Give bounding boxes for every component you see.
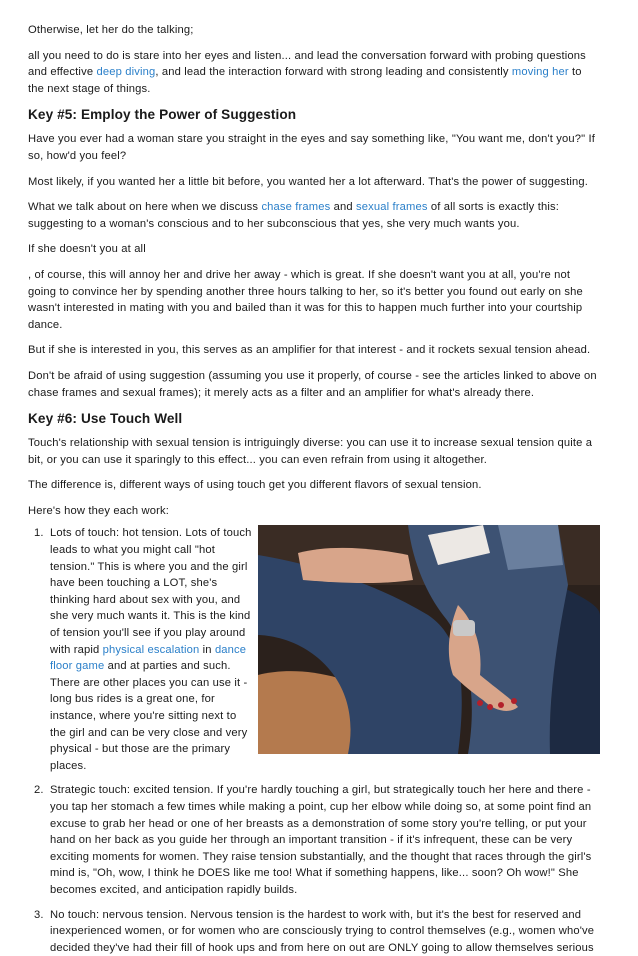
key5-paragraph-5: , of course, this will annoy her and drive her away - which is great. If she doesn't want you at all, you're not going to convince her by spending another three hours talking to her, so it's better you found out early on she wasn't interested in mating with you and bailed than it was for this to happen much further into your courtship dance. [28, 268, 583, 331]
link-chase-frames[interactable]: chase frames [261, 201, 331, 214]
list-number: 2. [34, 784, 44, 797]
text-span: No touch: nervous tension. Nervous tension is the hardest to work with, but it's the best for reserved and inexperienced women, or for women who are consciously trying to control themselves (e.g., women who've decided they've had their fill of hook ups and from here on out are ONLY going to allow themselves serious [50, 908, 595, 954]
jeans-highlight [498, 525, 563, 570]
link-deep-diving[interactable]: deep diving [96, 66, 156, 79]
list-item [28, 782, 600, 898]
text-span: all you need to do is stare into her eyes and listen... and lead the conversation forward with probing questions and effective [28, 49, 586, 79]
text-span: and [330, 201, 357, 214]
key6-paragraph-3: Here's how they each work: [28, 504, 169, 517]
couple-photo-image [258, 525, 600, 754]
nail-polish [477, 700, 483, 706]
text-span: , and lead the interaction forward with strong leading and consistently [155, 66, 512, 79]
link-moving-her[interactable]: moving her [511, 66, 569, 79]
heading-key-6: Key #6: Use Touch Well [28, 411, 183, 427]
document-page [28, 22, 600, 956]
text-span: and at parties and such. There are other places you can use it - long bus rides is a great one, for instance, where you're sitting next to the girl and can be very close and very physical - but those are the primary places. [50, 660, 248, 772]
list-with-photo [28, 525, 600, 956]
man-hand [298, 548, 413, 583]
key5-paragraph-3 [28, 199, 600, 232]
key5-paragraph-6: But if she is interested in you, this serves as an amplifier for that interest - and it rockets sexual tension ahead. [28, 344, 591, 357]
list-item [28, 525, 255, 774]
list-number: 1. [34, 527, 44, 540]
list-number: 3. [34, 908, 44, 921]
link-dance-floor-game[interactable]: dance floor game [50, 643, 247, 673]
link-physical-escalation[interactable]: physical escalation [102, 643, 200, 656]
nail-polish [498, 702, 504, 708]
link-sexual-frames[interactable]: sexual frames [356, 201, 428, 214]
intro-paragraph-2 [28, 48, 600, 98]
key6-paragraph-2: The difference is, different ways of using touch get you different flavors of sexual tension. [28, 479, 482, 492]
text-span: of all sorts is exactly this: suggesting to a woman's conscious and to her subconscious that yes, she very much wants you. [28, 201, 559, 230]
text-span: Strategic touch: excited tension. If you're hardly touching a girl, but strategically touch her here and there - you tap her stomach a few times while making a point, cup her elbow while doing so, at some point find an excuse to grab her head or one of her breasts as a demonstration of some story you're telling, or put your hand on her back as you guide her through an important transition - if it's infrequent, these can be very exciting moments for women. They raise tension substantially, and the thought that races through the girl's mind is, "Oh, wow, I think he DOES like me too! What if something happens, like... soon? Oh wow!" She becomes excited, and anticipation rapidly builds. [50, 784, 592, 896]
list-item [28, 907, 600, 956]
heading-key-5: Key #5: Employ the Power of Suggestion [28, 107, 297, 123]
key5-paragraph-1: Have you ever had a woman stare you straight in the eyes and say something like, "You want me, don't you?" If so, how'd you feel? [28, 133, 596, 162]
text-span: to the next stage of things. [28, 66, 582, 95]
wrist-watch [453, 620, 475, 636]
key5-paragraph-2: Most likely, if you wanted her a little bit before, you wanted her a lot afterward. That's the power of suggesting. [28, 175, 588, 188]
intro-paragraph-1: Otherwise, let her do the talking; [28, 24, 194, 36]
key5-paragraph-7: Don't be afraid of using suggestion (assuming you use it properly, of course - see the articles linked to above on chase frames and sexual frames); it merely acts as a filter and an amplifier for what's already there. [28, 369, 597, 399]
text-span: in [199, 643, 215, 656]
couple-photo [258, 525, 600, 754]
text-span: What we talk about on here when we discuss [28, 201, 262, 214]
key6-paragraph-1: Touch's relationship with sexual tension is intriguingly diverse: you can use it to increase sexual tension quite a bit, or you can use it sparingly to this effect... you can even refrain from using it altogether. [28, 437, 593, 466]
text-span: Lots of touch: hot tension. Lots of touch leads to what you might call "hot tension." This is where you and the girl have been touching a LOT, she's thinking hard about sex with you, and she very much wants it. This is the kind of tension you'll see if you play around with rapid [50, 527, 252, 656]
key5-paragraph-4: If she doesn't you at all [28, 243, 146, 256]
nail-polish [487, 704, 493, 710]
nail-polish [511, 698, 517, 704]
